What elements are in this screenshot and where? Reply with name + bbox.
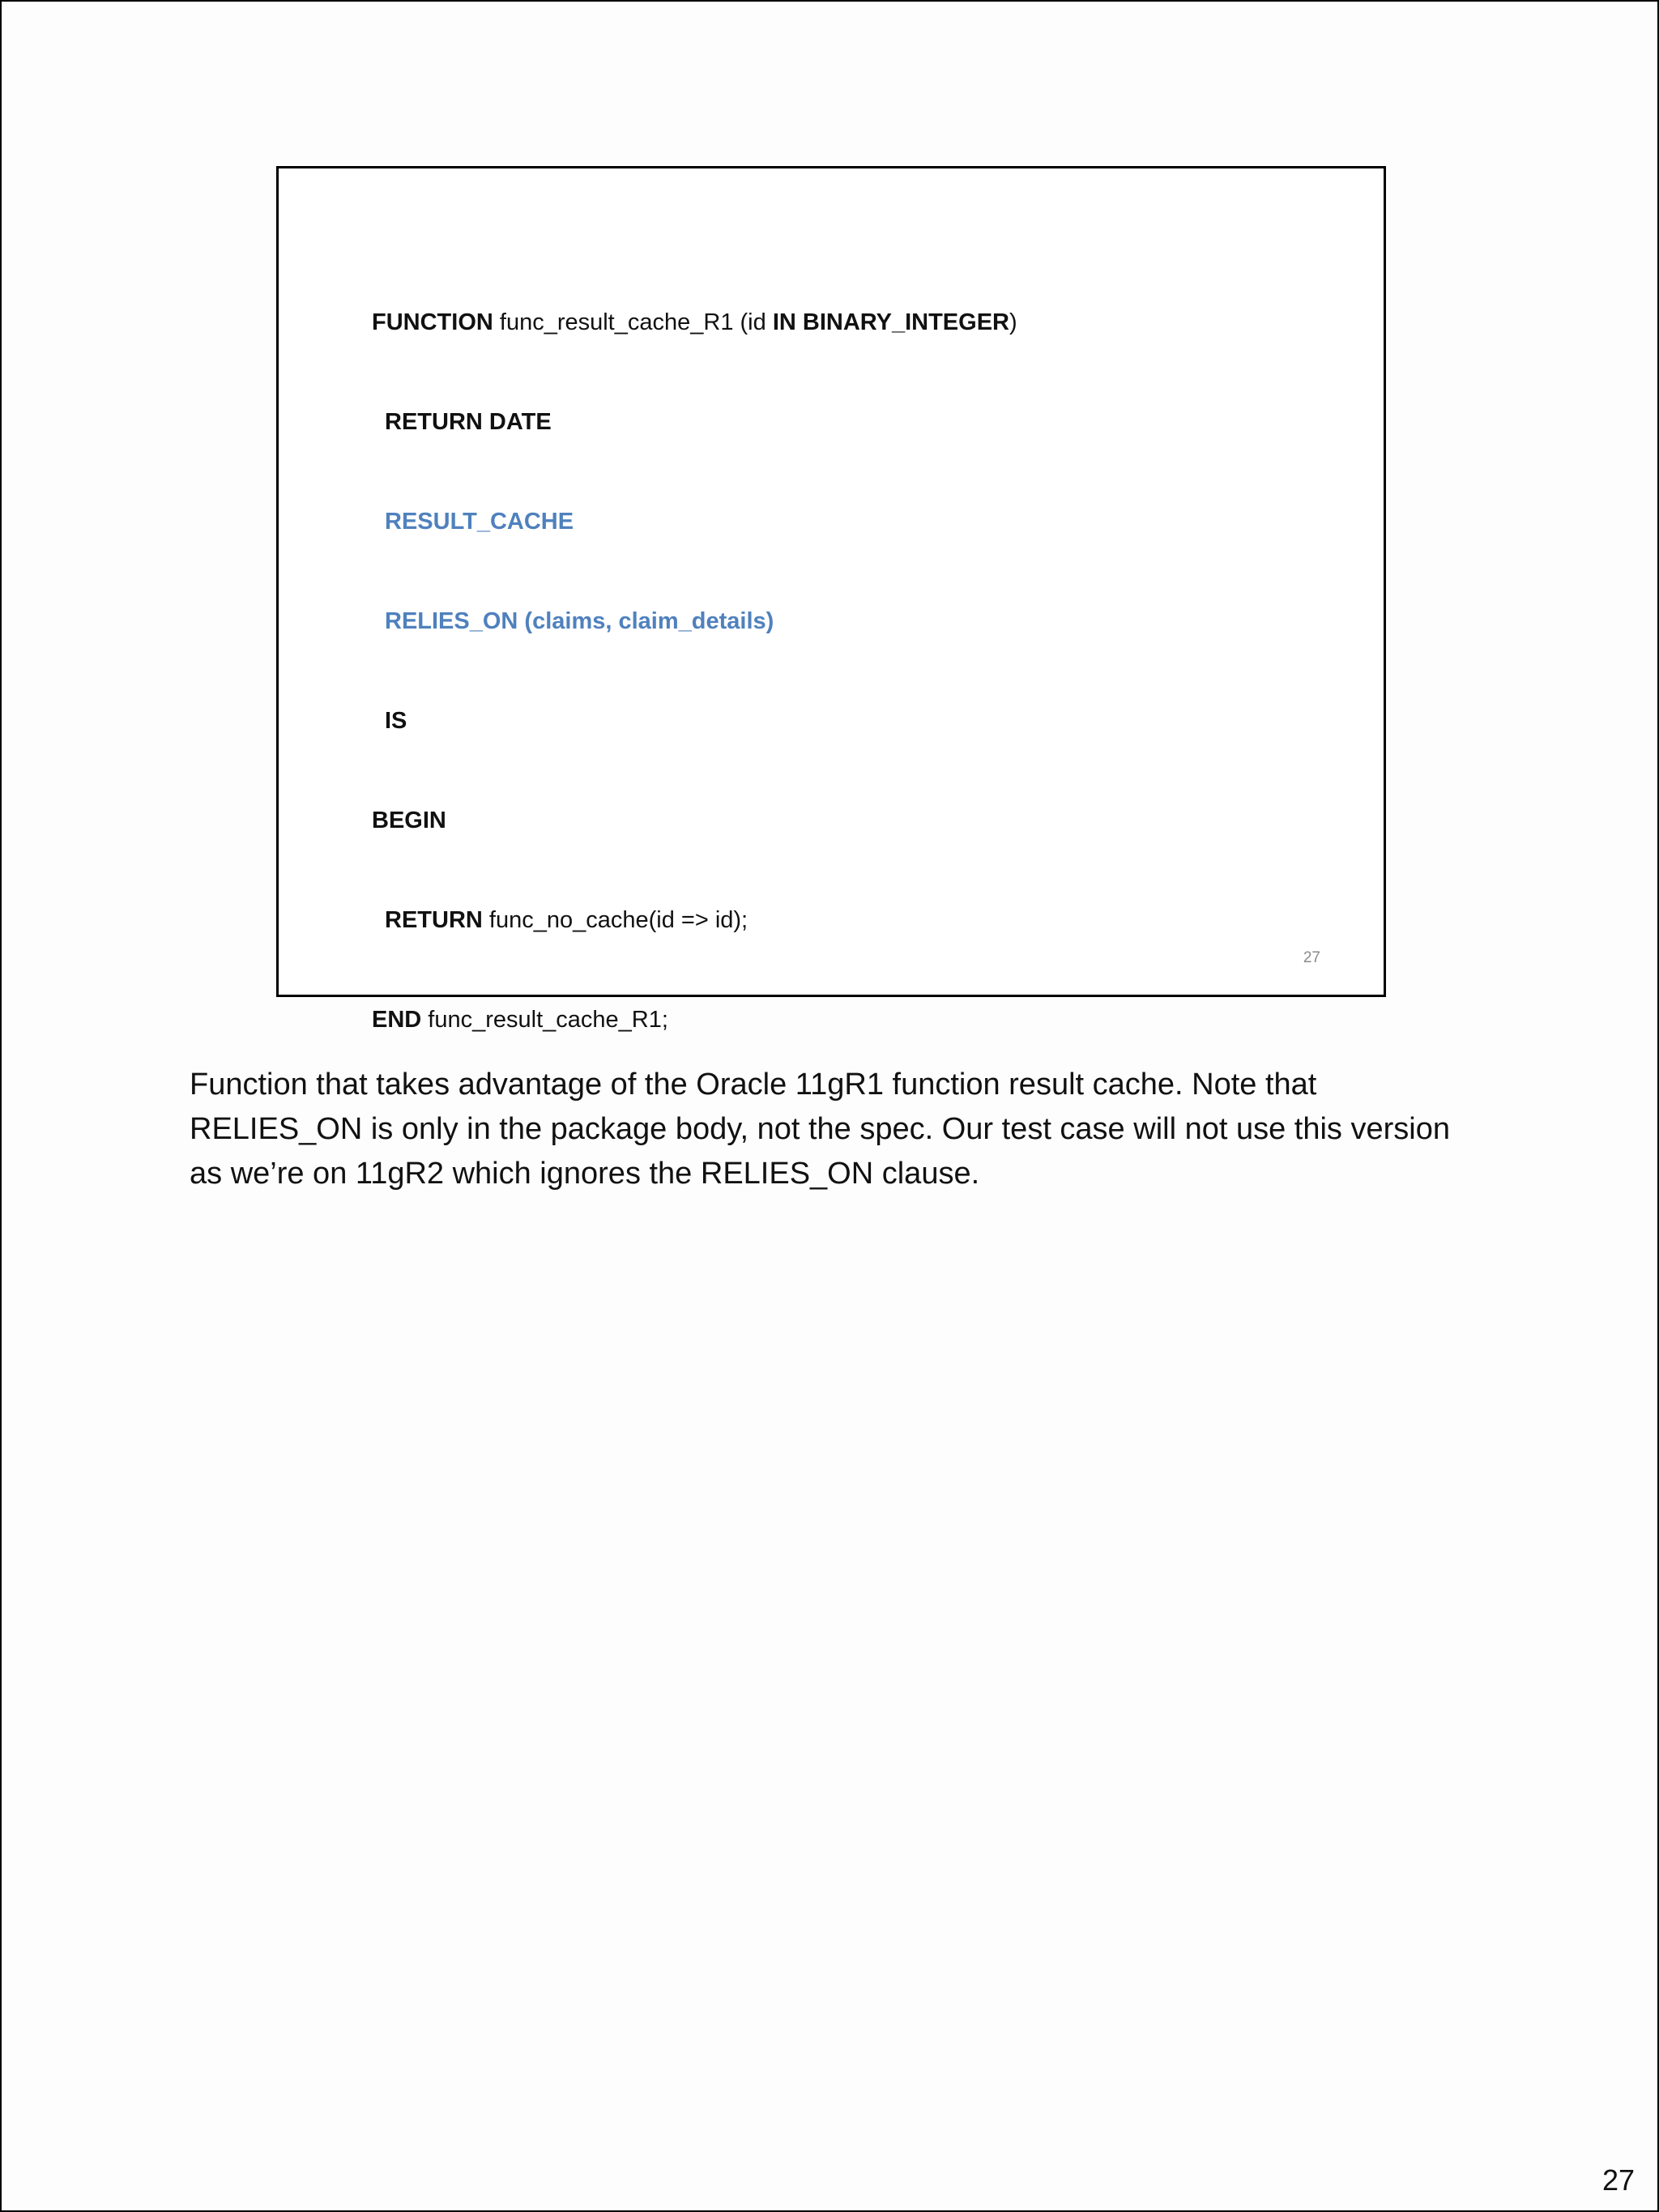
code-line-result-cache <box>372 505 1017 539</box>
code-line-function <box>372 306 1017 339</box>
page-number: 27 <box>1601 2163 1635 2197</box>
code-line-end <box>372 1004 1017 1037</box>
code-text: func_result_cache_R1 (id <box>493 309 773 335</box>
code-line-relies-on <box>372 605 1017 638</box>
keyword: RETURN DATE <box>385 409 552 435</box>
code-text: func_no_cache(id => id); <box>482 907 748 933</box>
keyword: IS <box>385 708 407 734</box>
highlighted-keyword: RELIES_ON (claims, claim_details) <box>385 608 774 634</box>
keyword: RETURN <box>385 907 483 933</box>
keyword: END <box>372 1007 422 1033</box>
keyword: BEGIN <box>372 808 446 833</box>
speaker-notes <box>190 1063 1453 1196</box>
notes-text: Function that takes advantage of the Oracle 11gR1 function result cache. Note that RELIES_ON is only in the package body, not the spec. Our test case will not use this version as we’re on 11gR2 which ignores the RELIES_ON clause. <box>190 1068 1450 1191</box>
code-line-return-date <box>372 406 1017 439</box>
highlighted-keyword: RESULT_CACHE <box>385 509 574 535</box>
slide-thumbnail <box>276 166 1386 1033</box>
code-line-return <box>372 904 1017 937</box>
code-line-is <box>372 705 1017 738</box>
code-line-begin <box>372 804 1017 837</box>
keyword: IN BINARY_INTEGER <box>772 309 1009 335</box>
code-text: ) <box>1009 309 1017 335</box>
code-block <box>372 240 1017 1103</box>
slide-number: 27 <box>1303 949 1320 966</box>
code-text: func_result_cache_R1; <box>421 1007 668 1033</box>
keyword: FUNCTION <box>372 309 493 335</box>
